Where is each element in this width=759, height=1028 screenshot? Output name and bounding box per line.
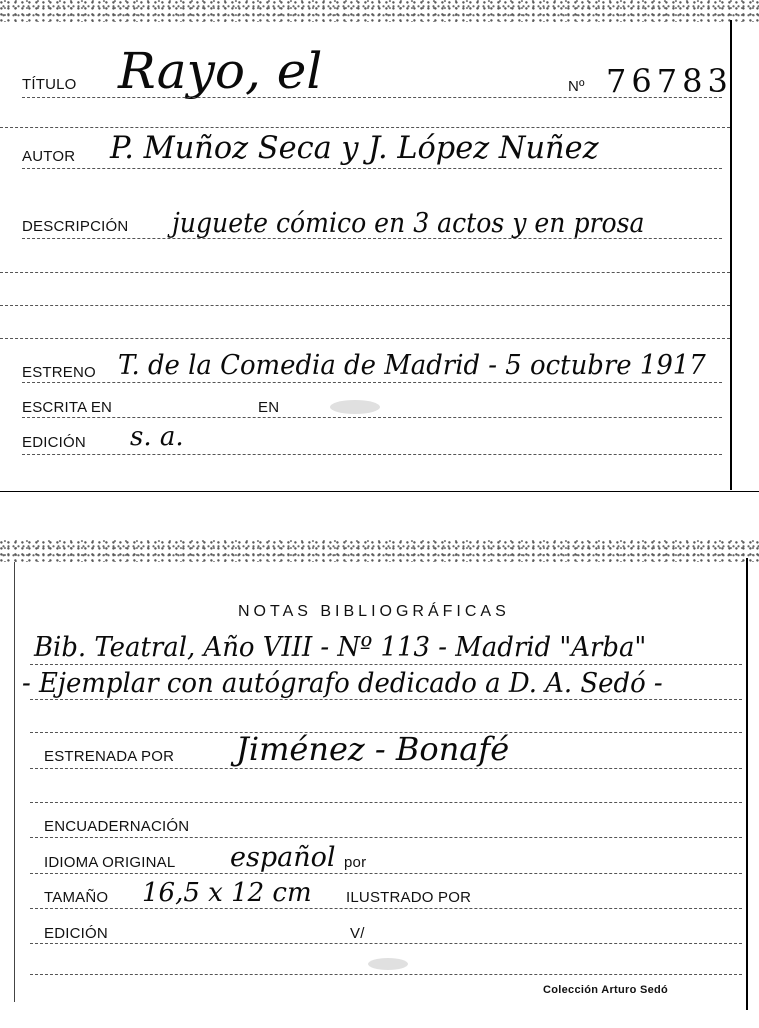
edicion-rule bbox=[30, 943, 742, 944]
edicion-rule bbox=[22, 454, 722, 455]
card-top-texture bbox=[0, 0, 759, 22]
estrenada-rule bbox=[30, 768, 742, 769]
blank-rule-6 bbox=[30, 974, 742, 975]
card-bottom-edge bbox=[0, 491, 759, 492]
card-left-edge bbox=[14, 562, 15, 1002]
autor-rule bbox=[22, 168, 722, 169]
estrenada-label: ESTRENADA POR bbox=[44, 748, 175, 765]
blank-rule-3 bbox=[0, 305, 730, 306]
edicion-value: s. a. bbox=[130, 422, 184, 452]
tamano-rule bbox=[30, 908, 742, 909]
encuadernacion-rule bbox=[30, 837, 742, 838]
ink-smudge bbox=[330, 400, 380, 414]
blank-rule-5 bbox=[30, 802, 742, 803]
notas-line-2: - Ejemplar con autógrafo dedicado a D. A. Sedó - bbox=[22, 668, 663, 699]
titulo-rule bbox=[22, 97, 722, 98]
card-top-texture bbox=[0, 540, 759, 562]
encuadernacion-label: ENCUADERNACIÓN bbox=[44, 818, 190, 835]
collection-credit: Colección Arturo Sedó bbox=[543, 984, 669, 996]
blank-rule-2 bbox=[0, 272, 730, 273]
card-right-edge bbox=[746, 558, 748, 1010]
tamano-label: TAMAÑO bbox=[44, 889, 109, 906]
notas-bibliograficas-title: NOTAS BIBLIOGRÁFICAS bbox=[238, 603, 510, 620]
autor-label: AUTOR bbox=[22, 148, 76, 165]
titulo-label: TÍTULO bbox=[22, 76, 77, 93]
estreno-label: ESTRENO bbox=[22, 364, 96, 381]
en-label: EN bbox=[258, 399, 280, 416]
estrenada-value: Jiménez - Bonafé bbox=[236, 730, 510, 768]
estreno-rule bbox=[22, 382, 722, 383]
edicion-label: EDICIÓN bbox=[22, 434, 86, 451]
edicion-label: EDICIÓN bbox=[44, 925, 108, 942]
titulo-value: Rayo, el bbox=[118, 42, 323, 100]
autor-value: P. Muñoz Seca y J. López Nuñez bbox=[110, 130, 599, 166]
notas-rule-2 bbox=[30, 699, 742, 700]
escrita-rule bbox=[22, 417, 722, 418]
catalog-card-back bbox=[0, 540, 759, 1028]
descripcion-rule bbox=[22, 238, 722, 239]
ilustrado-label: ILUSTRADO POR bbox=[346, 889, 472, 906]
escrita-en-label: ESCRITA EN bbox=[22, 399, 113, 416]
v-label: V/ bbox=[350, 925, 365, 942]
descripcion-label: DESCRIPCIÓN bbox=[22, 218, 129, 235]
blank-rule-4 bbox=[0, 338, 730, 339]
idioma-value: español bbox=[230, 842, 336, 873]
notas-line-1: Bib. Teatral, Año VIII - Nº 113 - Madrid "Arba" bbox=[34, 632, 647, 663]
numero-value: 76783 bbox=[606, 62, 733, 100]
catalog-card-front bbox=[0, 0, 759, 493]
notas-rule-1 bbox=[30, 664, 742, 665]
ink-smudge bbox=[368, 958, 408, 970]
estreno-value: T. de la Comedia de Madrid - 5 octubre 1917 bbox=[118, 350, 706, 381]
por-label: por bbox=[344, 854, 367, 871]
numero-label: Nº bbox=[568, 78, 585, 95]
descripcion-value: juguete cómico en 3 actos y en prosa bbox=[172, 208, 645, 239]
idioma-rule bbox=[30, 873, 742, 874]
blank-rule bbox=[0, 127, 730, 128]
tamano-value: 16,5 x 12 cm bbox=[142, 878, 312, 908]
idioma-label: IDIOMA ORIGINAL bbox=[44, 854, 176, 871]
